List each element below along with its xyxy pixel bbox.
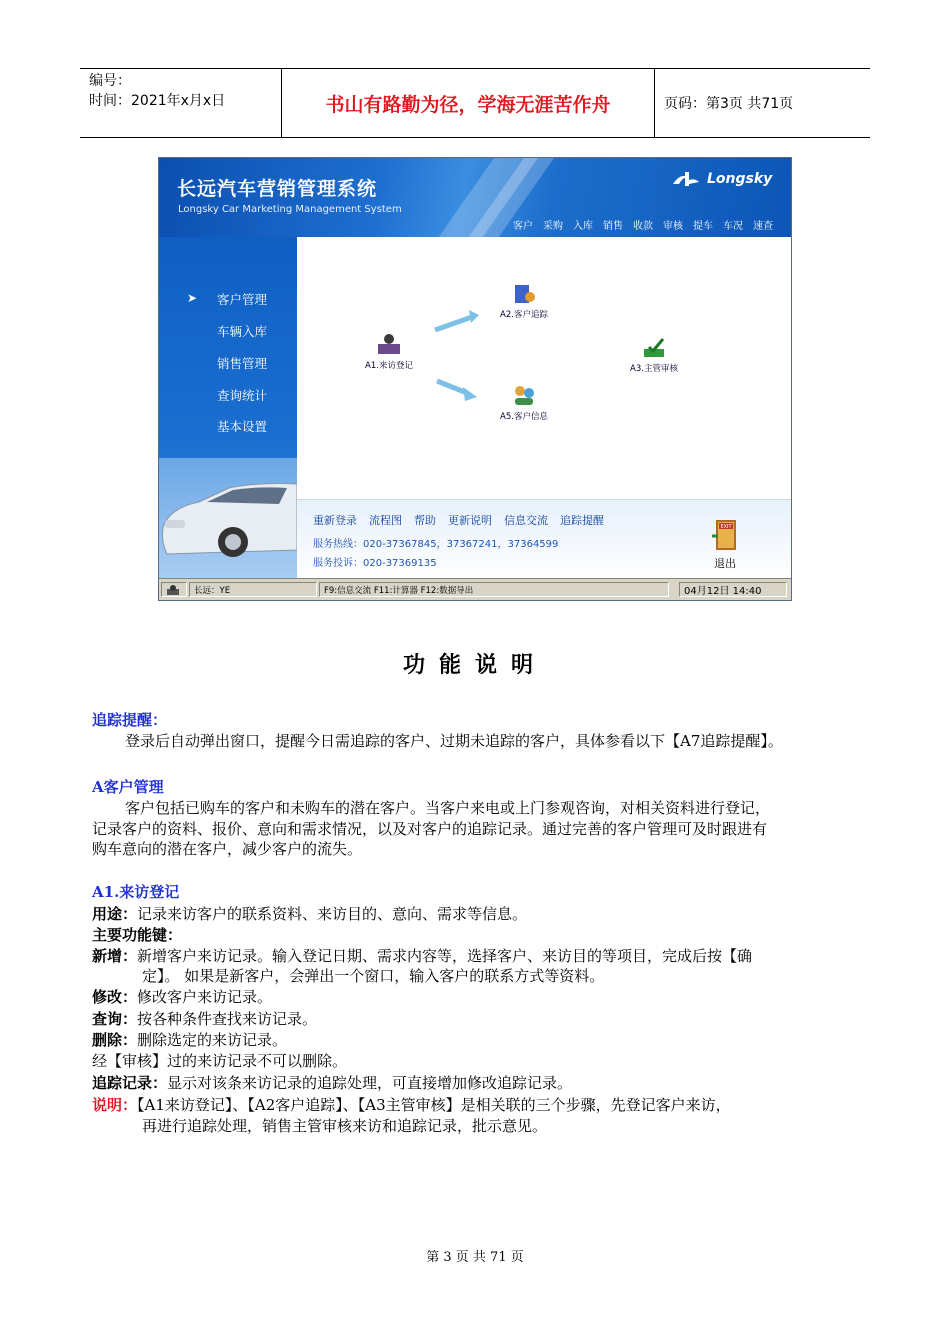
link-tracking-reminder[interactable]: 追踪提醒 — [560, 514, 604, 527]
trace-label: 追踪记录： — [92, 1074, 168, 1092]
sidebar-item-vehicle-stock-in[interactable]: 车辆入库 — [217, 324, 268, 339]
service-hotline: 服务热线：020-37367845，37367241，37364599 — [313, 539, 559, 550]
sidebar-item-customer-management[interactable]: 客户管理 — [217, 292, 268, 307]
user-icon — [161, 582, 187, 597]
usage-text: 记录来访客户的联系资料、来访目的、意向、需求等信息。 — [137, 905, 528, 923]
link-relogin[interactable]: 重新登录 — [313, 514, 357, 527]
people-icon — [511, 383, 537, 407]
tracking-icon — [511, 281, 537, 305]
query-label: 查询： — [92, 1010, 138, 1028]
status-bar — [159, 578, 791, 601]
bottom-links — [313, 512, 604, 528]
edit-line — [92, 987, 272, 1008]
link-help[interactable]: 帮助 — [414, 514, 436, 527]
status-shortcuts: F9:信息交流 F11:计算器 F12:数据导出 — [319, 582, 669, 597]
query-text: 按各种条件查找来访记录。 — [137, 1010, 318, 1028]
date-label: 时间：2021年x月x日 — [89, 93, 226, 109]
page-footer: 第 3 页 共 71 页 — [426, 1250, 524, 1265]
node-a3-manager-audit[interactable]: A3.主管审核 — [622, 335, 686, 374]
section-heading: 功能说明 — [402, 653, 547, 678]
usage-line — [92, 904, 527, 925]
visit-registration-title: A1.来访登记 — [92, 883, 180, 901]
node-a5-customer-info[interactable]: A5.客户信息 — [491, 383, 557, 422]
customer-management-title: A客户管理 — [92, 778, 164, 796]
link-update-notes[interactable]: 更新说明 — [448, 514, 492, 527]
service-complaint: 服务投诉：020-37369135 — [313, 558, 437, 569]
car-image — [159, 458, 297, 578]
flow-diagram — [297, 237, 791, 499]
logo-text: Longsky — [707, 171, 773, 187]
usage-label: 用途： — [92, 905, 138, 923]
app-title: 长远汽车营销管理系统 — [177, 178, 378, 200]
logo-icon — [671, 170, 701, 188]
note-label: 说明： — [92, 1096, 138, 1114]
delete-line — [92, 1030, 287, 1051]
header-left-cell — [80, 69, 282, 137]
tracking-reminder-title: 追踪提醒： — [92, 711, 168, 729]
header-table — [80, 68, 870, 138]
edit-text: 修改客户来访记录。 — [137, 988, 273, 1006]
motto: 书山有路勤为径，学海无涯苦作舟 — [282, 69, 655, 137]
app-subtitle: Longsky Car Marketing Management System — [178, 204, 402, 215]
nav-item-quick-search[interactable]: 速查 — [753, 221, 773, 232]
audit-note: 经【审核】过的来访记录不可以删除。 — [92, 1052, 348, 1070]
trace-text: 显示对该条来访记录的追踪处理，可直接增加修改追踪记录。 — [167, 1074, 573, 1092]
longsky-logo — [671, 170, 772, 188]
selected-arrow-icon: ➤ — [187, 291, 198, 305]
app-banner — [159, 158, 791, 237]
sidebar-item-basic-settings[interactable]: 基本设置 — [217, 419, 268, 434]
exit-button[interactable] — [710, 518, 740, 571]
link-flowchart[interactable]: 流程图 — [369, 514, 402, 527]
new-label: 新增： — [92, 947, 138, 965]
exit-label: 退出 — [714, 557, 736, 570]
number-label: 编号： — [89, 73, 131, 89]
tracking-reminder-body: 登录后自动弹出窗口，提醒今日需追踪的客户、过期未追踪的客户，具体参看以下【A7追踪提醒】。 — [125, 732, 783, 750]
page-label: 页码：第3页 共71页 — [664, 96, 794, 112]
sidebar-item-query-stats[interactable]: 查询统计 — [217, 388, 268, 403]
status-user: 长远：YE — [189, 582, 317, 597]
delete-text: 删除选定的来访记录。 — [137, 1031, 288, 1049]
new-text-2: 定】。 如果是新客户，会弹出一个窗口，输入客户的联系方式等资料。 — [142, 967, 605, 985]
sidebar-item-sales-management[interactable]: 销售管理 — [217, 356, 268, 371]
nav-item-sales[interactable]: 销售 — [603, 221, 623, 232]
nav-item-car-status[interactable]: 车况 — [723, 221, 743, 232]
top-nav — [513, 217, 773, 232]
delete-label: 删除： — [92, 1031, 138, 1049]
node-a1-visit-registration[interactable]: A1.来访登记 — [359, 332, 419, 371]
customer-management-body-3: 购车意向的潜在客户，减少客户的流失。 — [92, 840, 363, 858]
nav-item-customer[interactable]: 客户 — [513, 221, 533, 232]
nav-item-payment[interactable]: 收款 — [633, 221, 653, 232]
nav-item-pickup[interactable]: 提车 — [693, 221, 713, 232]
keys-label: 主要功能键： — [92, 926, 183, 944]
app-bottom-panel — [297, 499, 791, 579]
reception-desk-icon — [376, 332, 402, 356]
query-line — [92, 1009, 317, 1030]
trace-line — [92, 1073, 572, 1094]
new-text-1: 新增客户来访记录。输入登记日期、需求内容等，选择客户、来访目的等项目，完成后按【确 — [137, 947, 753, 965]
note-text-2: 再进行追踪处理，销售主管审核来访和追踪记录，批示意见。 — [142, 1117, 548, 1135]
status-time: 04月12日 14:40 — [679, 582, 787, 597]
note-line — [92, 1095, 731, 1116]
customer-management-body-2: 记录客户的资料、报价、意向和需求情况，以及对客户的追踪记录。通过完善的客户管理可及时跟进有 — [92, 820, 768, 838]
app-screenshot — [158, 157, 792, 601]
note-text-1: 【A1来访登记】、【A2客户追踪】、【A3主管审核】是相关联的三个步骤，先登记客户来访， — [137, 1096, 731, 1114]
exit-sign-text: EXIT — [720, 524, 732, 530]
link-message-exchange[interactable]: 信息交流 — [504, 514, 548, 527]
node-a2-customer-tracking[interactable]: A2.客户追踪 — [491, 281, 557, 320]
new-line — [92, 946, 752, 967]
edit-label: 修改： — [92, 988, 138, 1006]
nav-item-purchase[interactable]: 采购 — [543, 221, 563, 232]
approval-icon — [641, 335, 667, 359]
exit-door-icon — [710, 518, 740, 552]
customer-management-body-1: 客户包括已购车的客户和未购车的潜在客户。当客户来电或上门参观咨询，对相关资料进行登记， — [125, 799, 771, 817]
nav-item-audit[interactable]: 审核 — [663, 221, 683, 232]
nav-item-stock-in[interactable]: 入库 — [573, 221, 593, 232]
